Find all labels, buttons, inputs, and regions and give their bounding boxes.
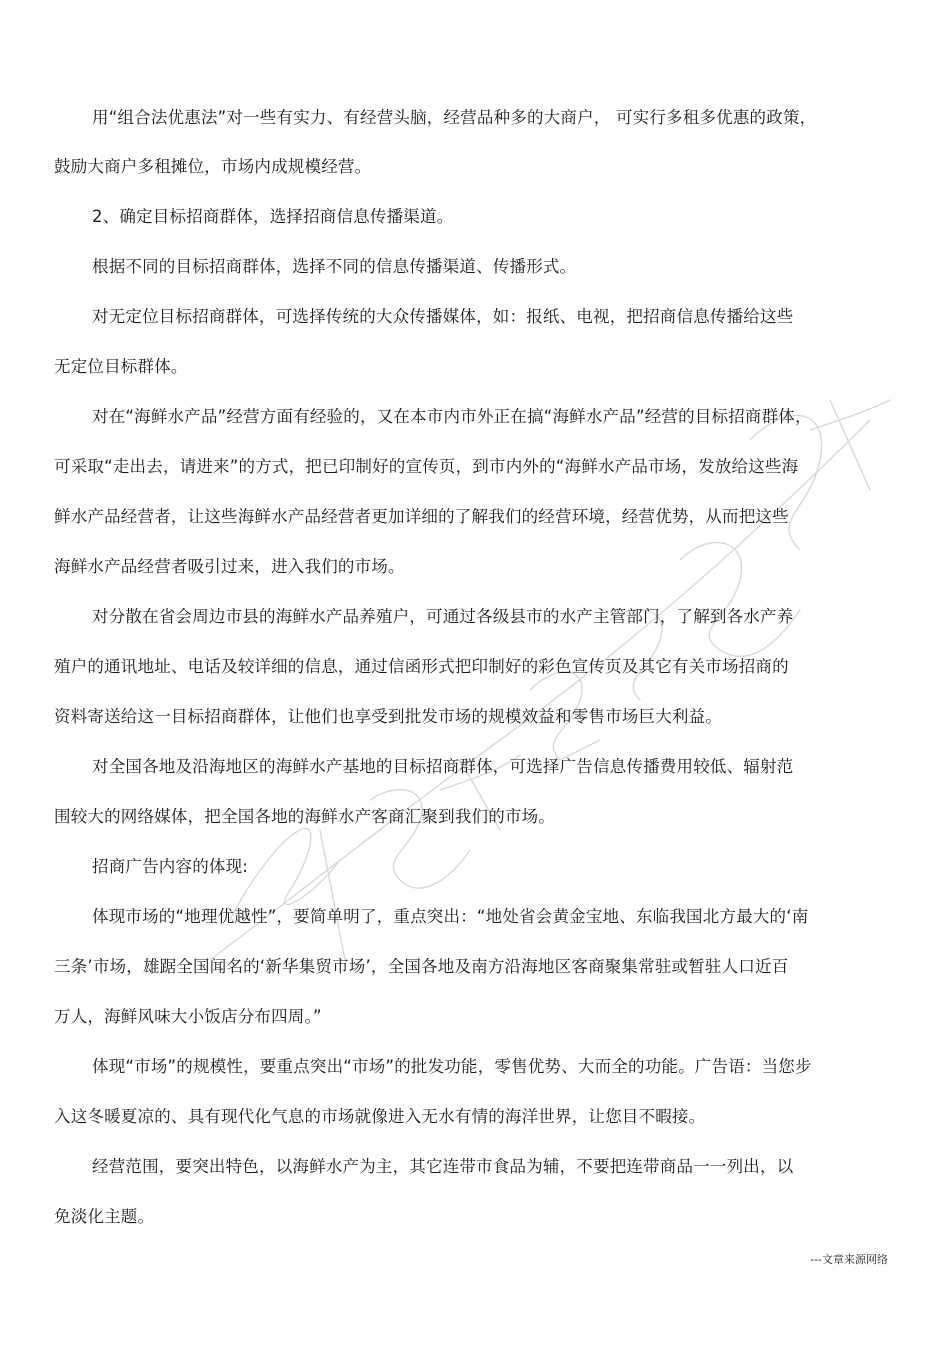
text-line: 鲜水产品经营者，让这些海鲜水产品经营者更加详细的了解我们的经营环境，经营优势，从而把这些 <box>54 507 789 526</box>
subheading: 招商广告内容的体现: <box>92 857 249 876</box>
text-line: 对分散在省会周边市县的海鲜水产品养殖户，可通过各级县市的水产主管部门，了解到各水产养 <box>92 607 794 626</box>
text-line: 对无定位目标招商群体，可选择传统的大众传播媒体，如：报纸、电视，把招商信息传播给这些 <box>92 307 794 326</box>
text-line: 体现“市场”的规模性，要重点突出“市场”的批发功能，零售优势、大而全的功能。广告语：当您步 <box>92 1057 812 1076</box>
text-line: 用“组合法优惠法”对一些有实力、有经营头脑，经营品种多的大商户， 可实行多租多优惠的政策， <box>92 108 817 127</box>
section-heading: 2、确定目标招商群体，选择招商信息传播渠道。 <box>92 207 454 226</box>
text-line: 海鲜水产品经营者吸引过来，进入我们的市场。 <box>54 557 405 576</box>
text-line: 可采取“走出去，请进来”的方式，把已印制好的宣传页，到市内外的“海鲜水产品市场，发放给这些海 <box>54 457 799 476</box>
text-line: 资料寄送给这一目标招商群体，让他们也享受到批发市场的规模效益和零售市场巨大利益。 <box>54 707 722 726</box>
text-line: 对在“海鲜水产品”经营方面有经验的，又在本市内市外正在搞“海鲜水产品”经营的目标招商群体， <box>92 407 812 426</box>
text-line: 围较大的网络媒体，把全国各地的海鲜水产客商汇聚到我们的市场。 <box>54 807 555 826</box>
text-line: 对全国各地及沿海地区的海鲜水产基地的目标招商群体，可选择广告信息传播费用较低、辐射范 <box>92 757 794 776</box>
text-line: 体现市场的“地理优越性”，要简单明了，重点突出：“地处省会黄金宝地、东临我国北方最大的‘南 <box>92 907 809 926</box>
text-line: 三条’市场，雄踞全国闻名的‘新华集贸市场’，全国各地及南方沿海地区客商聚集常驻或暂驻人口近百 <box>54 957 789 976</box>
text-line: 根据不同的目标招商群体，选择不同的信息传播渠道、传播形式。 <box>92 257 577 276</box>
source-note: ---文章来源网络 <box>810 1253 888 1266</box>
text-line: 万人，海鲜风味大小饭店分布四周。” <box>54 1007 322 1026</box>
text-line: 殖户的通讯地址、电话及较详细的信息，通过信函形式把印制好的彩色宣传页及其它有关市场招商的 <box>54 657 789 676</box>
text-line: 经营范围，要突出特色，以海鲜水产为主，其它连带市食品为辅，不要把连带商品一一列出，以 <box>92 1157 794 1176</box>
text-line: 入这冬暖夏凉的、具有现代化气息的市场就像进入无水有情的海洋世界，让您目不暇接。 <box>54 1107 706 1126</box>
text-line: 鼓励大商户多租摊位，市场内成规模经营。 <box>54 157 372 176</box>
text-line: 无定位目标群体。 <box>54 357 188 376</box>
text-line: 免淡化主题。 <box>54 1207 155 1226</box>
